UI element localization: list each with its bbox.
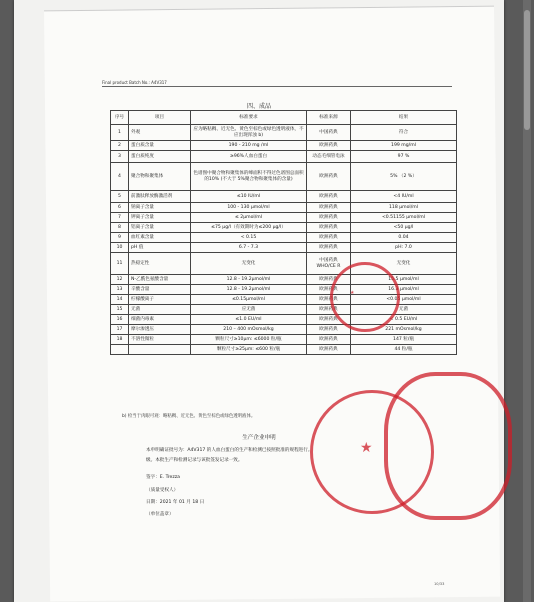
page-number: 10/33 — [434, 582, 445, 586]
cell-standard: 6.7 - 7.3 — [191, 243, 307, 253]
cell-standard: 应无菌 — [191, 305, 307, 315]
table-row — [111, 325, 457, 335]
cell-source: 欧洲药典 — [307, 345, 351, 355]
cell-source: 欧洲药典 — [307, 315, 351, 325]
table-row — [111, 285, 457, 295]
cell-seq: 8 — [111, 223, 129, 233]
cell-standard: < 0.15 — [191, 233, 307, 243]
table-row — [111, 233, 457, 243]
header-source: 标准来源 — [307, 111, 351, 125]
table-row — [111, 315, 457, 325]
document-page — [14, 0, 504, 602]
cell-seq: 13 — [111, 285, 129, 295]
specification-table — [110, 110, 457, 355]
cell-source: 欧洲药典 — [307, 191, 351, 203]
table-row — [111, 253, 457, 275]
cell-item: 不溶性微粒 — [129, 335, 191, 345]
cell-item: 钠离子含量 — [129, 203, 191, 213]
cell-seq: 3 — [111, 151, 129, 163]
cell-item: 铝离子含量 — [129, 223, 191, 233]
table-row — [111, 125, 457, 141]
cell-result: pH: 7.0 — [351, 243, 457, 253]
cell-standard: 100 - 130 μmol/ml — [191, 203, 307, 213]
cell-seq: 5 — [111, 191, 129, 203]
header-item: 项目 — [129, 111, 191, 125]
cell-source: 欧洲药典 — [307, 223, 351, 233]
table-row — [111, 151, 457, 163]
cell-standard: 颗粒尺寸≥10μm: ≤6000 粒/瓶 — [191, 335, 307, 345]
cell-standard: ≤1.0 EU/ml — [191, 315, 307, 325]
cell-source: 欧洲药典 — [307, 243, 351, 253]
cell-standard: ≤ 2μmol/ml — [191, 213, 307, 223]
table-row — [111, 191, 457, 203]
cell-item: 蛋白质含量 — [129, 141, 191, 151]
seal-star-icon: ★ — [350, 290, 355, 296]
table-row — [111, 335, 457, 345]
table-row — [111, 305, 457, 315]
quality-dedicated-seal — [384, 372, 512, 520]
header-standard: 标准要求 — [191, 111, 307, 125]
cell-standard: 颗粒尺寸≥25μm: ≤600 粒/瓶 — [191, 345, 307, 355]
cell-source: 欧洲药典 — [307, 275, 351, 285]
cell-source: 欧洲药典 — [307, 285, 351, 295]
cell-standard: ≤0.15μmol/ml — [191, 295, 307, 305]
cell-result: 147 粒/瓶 — [351, 335, 457, 345]
header-result: 结果 — [351, 111, 457, 125]
cell-result: 199 mg/ml — [351, 141, 457, 151]
cell-item: 热稳定性 — [129, 253, 191, 275]
cell-seq: 6 — [111, 203, 129, 213]
cell-item: 无菌 — [129, 305, 191, 315]
cell-result: 44 粒/瓶 — [351, 345, 457, 355]
cell-standard: 色谱图中聚合物和聚集体的峰面积不得过色谱图总面积的10% (不大于 5%聚合物和聚集体的含量) — [191, 163, 307, 191]
cell-standard: ≥96%人血白蛋白 — [191, 151, 307, 163]
cell-seq: 15 — [111, 305, 129, 315]
cell-standard: 210 – 400 mOsmol/kg — [191, 325, 307, 335]
cell-item: pH 值 — [129, 243, 191, 253]
sign-date: 日期：2021 年 01 月 18 日 — [146, 500, 205, 505]
declaration-line-2: 级。本批生产和检测记录与该批签发记录一致。 — [146, 458, 243, 463]
cell-item: 血红素含量 — [129, 233, 191, 243]
cell-source: 中国药典 — [307, 125, 351, 141]
cell-item: N-乙酰色氨酸含量 — [129, 275, 191, 285]
cell-result: 无菌 — [351, 305, 457, 315]
cell-seq: 1 — [111, 125, 129, 141]
signer: 签字：E. Trezza — [146, 475, 180, 480]
table-header-row — [111, 111, 457, 125]
declaration-line-1: 本申明确证批号为：A4V317 的人血白蛋白的生产和检测已按照批准的规程进行。 — [146, 448, 313, 453]
cell-source: 欧洲药典 — [307, 335, 351, 345]
cell-result: <0.05 μmol/ml — [351, 295, 457, 305]
cell-source: 欧洲药典 — [307, 325, 351, 335]
cell-seq: 10 — [111, 243, 129, 253]
cell-item: 外观 — [129, 125, 191, 141]
cell-result: 0.04 — [351, 233, 457, 243]
cell-seq: 16 — [111, 315, 129, 325]
cell-result: 118 μmol/ml — [351, 203, 457, 213]
cell-item: 钾离子含量 — [129, 213, 191, 223]
unit-seal-label: （单位盖章） — [146, 512, 174, 517]
quality-seal-stamp-small — [330, 262, 400, 332]
header-rule — [102, 86, 452, 87]
cell-result: <50 μg/l — [351, 223, 457, 233]
table-row — [111, 345, 457, 355]
table-row — [111, 243, 457, 253]
cell-item: 辛酸含量 — [129, 285, 191, 295]
header-seq: 序号 — [111, 111, 129, 125]
cell-source: 欧洲药典 — [307, 203, 351, 213]
cell-result: 221 mOsmol/kg — [351, 325, 457, 335]
cell-standard: ≤10 IU/ml — [191, 191, 307, 203]
cell-seq — [111, 345, 129, 355]
cell-result: < 0.5 EU/ml — [351, 315, 457, 325]
cell-item: 细菌内毒素 — [129, 315, 191, 325]
cell-result: 5% （2 %） — [351, 163, 457, 191]
scrollbar-thumb[interactable] — [524, 10, 530, 130]
cell-seq: 2 — [111, 141, 129, 151]
cell-source: 欧洲药典 — [307, 233, 351, 243]
cell-source: 欧洲药典 — [307, 213, 351, 223]
batch-label: Final product Batch No.: A4V317 — [102, 80, 167, 85]
cell-result: <0.51155 μmol/ml — [351, 213, 457, 223]
table-row — [111, 203, 457, 213]
cell-standard: 12.8 - 19.2μmol/ml — [191, 285, 307, 295]
cell-result: <4 IU/ml — [351, 191, 457, 203]
cell-seq: 4 — [111, 163, 129, 191]
cell-source: 欧洲药典 — [307, 141, 351, 151]
section-title: 四、成品 — [246, 103, 271, 110]
cell-seq: 9 — [111, 233, 129, 243]
table-row — [111, 223, 457, 233]
footnote: b) 检当于肉眼可观：略粘稠、近无色、黄色至棕色或绿色透明液体。 — [122, 414, 256, 419]
cell-seq: 11 — [111, 253, 129, 275]
cell-source: 欧洲药典 — [307, 295, 351, 305]
table-body — [111, 125, 457, 355]
cell-standard: 无变化 — [191, 253, 307, 275]
cell-result: 97 % — [351, 151, 457, 163]
table-row — [111, 141, 457, 151]
cell-seq: 18 — [111, 335, 129, 345]
cell-item: 前激肽释放酶激活剂 — [129, 191, 191, 203]
cell-result: 符合 — [351, 125, 457, 141]
cell-result: 16.3 μmol/ml — [351, 285, 457, 295]
table-row — [111, 295, 457, 305]
cell-standard: 应为略粘稠、近无色、黄色至棕色或绿色透明液体，不应出现浑浊 b) — [191, 125, 307, 141]
cell-result: 无变化 — [351, 253, 457, 275]
cell-source: 中国药典 WHO/CE R — [307, 253, 351, 275]
cell-standard: 190 - 210 mg /ml — [191, 141, 307, 151]
cell-result: 15.5 μmol/ml — [351, 275, 457, 285]
cell-seq: 12 — [111, 275, 129, 285]
cell-item: 柠檬酸离子 — [129, 295, 191, 305]
seal-star-icon-large: ★ — [360, 440, 373, 456]
cell-seq: 14 — [111, 295, 129, 305]
cell-item — [129, 345, 191, 355]
signer-role: （质量受权人） — [146, 488, 179, 493]
cell-source: 欧洲药典 — [307, 305, 351, 315]
table-row — [111, 275, 457, 285]
cell-item: 蛋白质纯度 — [129, 151, 191, 163]
cell-standard: 12.8 - 19.2μmol/ml — [191, 275, 307, 285]
cell-item: 摩尔渗透压 — [129, 325, 191, 335]
table-row — [111, 213, 457, 223]
table-row — [111, 163, 457, 191]
cell-seq: 17 — [111, 325, 129, 335]
cell-item: 聚合物和聚集体 — [129, 163, 191, 191]
cell-standard: ≤75 μg/l（有效期时为≤200 μg/l） — [191, 223, 307, 233]
cell-seq: 7 — [111, 213, 129, 223]
declaration-title: 生产企业申明 — [242, 435, 276, 441]
cell-source: 欧洲药典 — [307, 163, 351, 191]
cell-source: 动态毛细管电泳 — [307, 151, 351, 163]
